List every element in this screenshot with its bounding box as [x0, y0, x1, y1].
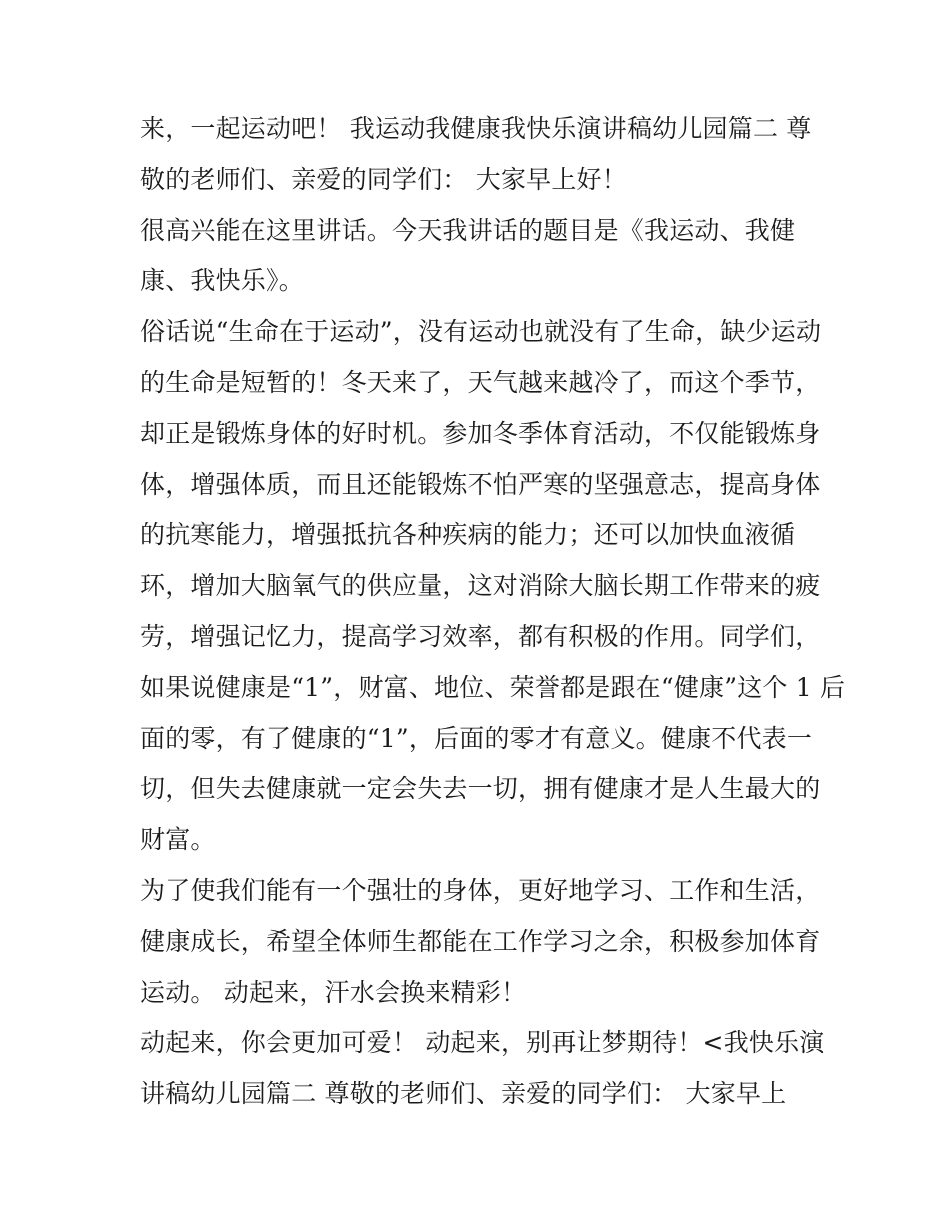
- text-line: 为了使我们能有一个强壮的身体，更好地学习、工作和生活，: [140, 875, 821, 905]
- text-line: 动起来，你会更加可爱！ 动起来，别再让梦期待！<我快乐演: [140, 1028, 825, 1058]
- text-line: 如果说健康是“1”，财富、地位、荣誉都是跟在“健康”这个 1 后: [140, 672, 846, 702]
- text-line: 的抗寒能力，增强抵抗各种疾病的能力；还可以加快血液循: [140, 520, 796, 550]
- text-line: 敬的老师们、亲爱的同学们： 大家早上好！: [140, 164, 627, 194]
- text-line: 健康成长，希望全体师生都能在工作学习之余，积极参加体育: [140, 926, 821, 956]
- text-line: 康、我快乐》。: [140, 266, 304, 296]
- text-line: 环，增加大脑氧气的供应量，这对消除大脑长期工作带来的疲: [140, 571, 821, 601]
- document-body: [140, 104, 846, 1120]
- text-line: 运动。 动起来，汗水会换来精彩！: [140, 977, 527, 1007]
- text-line: 讲稿幼儿园篇二 尊敬的老师们、亲爱的同学们： 大家早上: [140, 1079, 787, 1109]
- text-line: 很高兴能在这里讲话。今天我讲话的题目是《我运动、我健: [140, 215, 796, 245]
- text-line: 的生命是短暂的！冬天来了，天气越来越冷了，而这个季节，: [140, 367, 821, 397]
- text-line: 切，但失去健康就一定会失去一切，拥有健康才是人生最大的: [140, 774, 821, 804]
- text-line: 来，一起运动吧！ 我运动我健康我快乐演讲稿幼儿园篇二 尊: [140, 114, 812, 143]
- text-line: 体，增强体质，而且还能锻炼不怕严寒的坚强意志，提高身体: [140, 469, 821, 499]
- text-line: 俗话说“生命在于运动”，没有运动也就没有了生命，缺少运动: [140, 317, 822, 347]
- text-line: 面的零，有了健康的“1”，后面的零才有意义。健康不代表一: [140, 723, 813, 753]
- text-line: 劳，增强记忆力，提高学习效率，都有积极的作用。同学们，: [140, 621, 821, 651]
- text-line: 却正是锻炼身体的好时机。参加冬季体育活动，不仅能锻炼身: [140, 418, 821, 448]
- text-line: 财富。: [140, 825, 216, 855]
